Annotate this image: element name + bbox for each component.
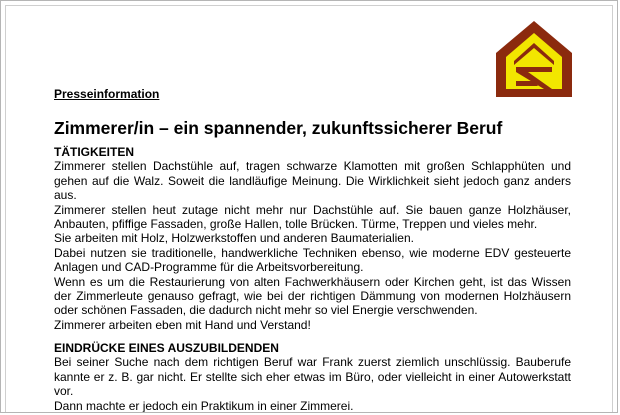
document-title: Zimmerer/in – ein spannender, zukunftssicherer Beruf [54,118,503,138]
zimmerei-house-logo-icon [494,19,574,99]
paragraph: Wenn es um die Restaurierung von alten Fachwerkhäusern oder Kirchen geht, ist das Wissen der Zimmerleute genauso gefragt, wie bei der richtigen Dämmung von modernen Holzhäusern oder schönen Fassaden, die dadurch nicht mehr so viel Energie verschwenden. [54,274,571,318]
paragraph: Dabei nutzen sie traditionelle, handwerkliche Techniken ebenso, wie moderne EDV gesteuerte Anlagen und CAD-Programme für die Arbeitsvorbereitung. [54,245,571,275]
paragraph: Zimmerer stellen Dachstühle auf, tragen schwarze Klamotten mit großen Schlapphüten und gehen auf die Walz. Soweit die landläufige Meinung. Die Wirklichkeit sieht jedoch ganz anders aus. [54,159,571,203]
paragraph: Bei seiner Suche nach dem richtigen Beruf war Frank zuerst ziemlich unschlüssig. Bauberufe kannte er z. B. gar nicht. Er stellte sich eher etwas im Büro, oder vielleicht in einer Autowerkstatt vor. [54,355,571,399]
paragraph: Dann machte er jedoch ein Praktikum in einer Zimmerei. [54,398,354,413]
section-heading: EINDRÜCKE EINES AUSZUBILDENDEN [54,341,279,355]
paragraph: Sie arbeiten mit Holz, Holzwerkstoffen und anderen Baumaterialien. [54,231,414,246]
section-eindruecke [54,341,571,413]
section-taetigkeiten [54,145,571,332]
section-heading: TÄTIGKEITEN [54,145,134,159]
paragraph: Zimmerer stellen heut zutage nicht mehr nur Dachstühle auf. Sie bauen ganze Holzhäuser, Anbauten, pfiffige Fassaden, große Hallen, tolle Brücken. Türme, Treppen und vieles mehr. [54,202,571,232]
paragraph: Zimmerer arbeiten eben mit Hand und Verstand! [54,317,311,332]
press-label: Presseinformation [54,87,160,101]
